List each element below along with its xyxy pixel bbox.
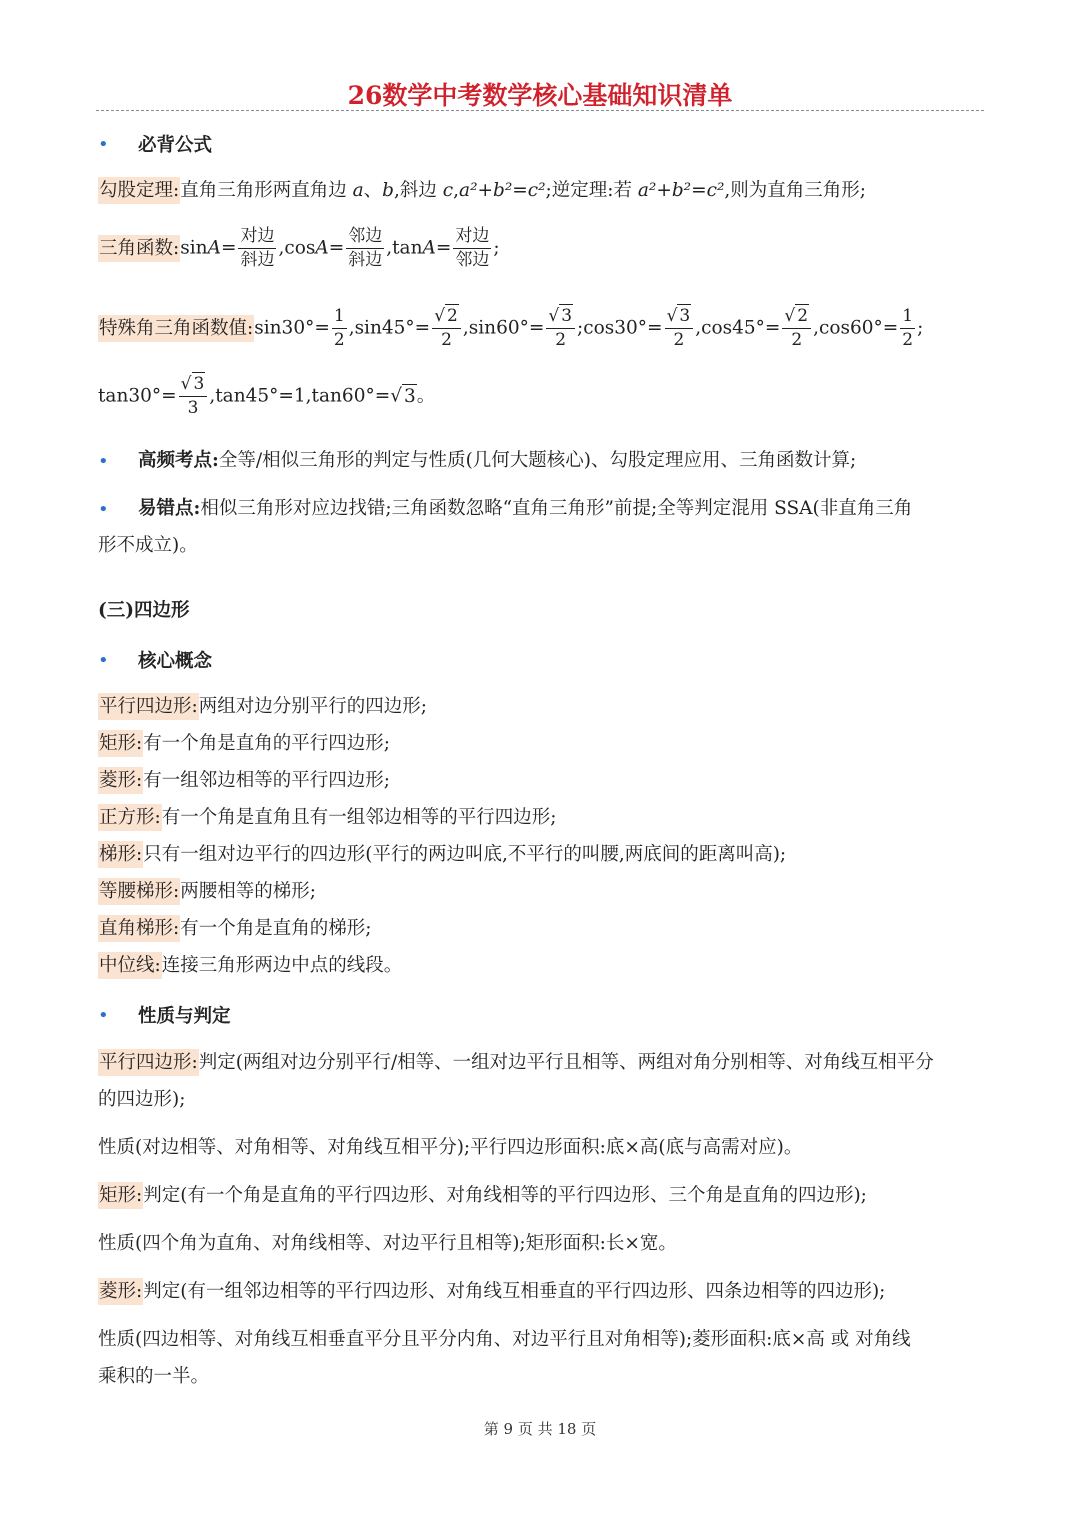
special-values-line: 特殊角三角函数值:sin30°= $\frac{1}{2}$ ,sin45°= $\frac{√ 2}{2}$ ,sin60°= $\frac{√ 3}{2}$ ;cos30°= $\frac{√ 3}{2}$ ,cos45°= $\frac{√ 2}{2}$ ,cos60°= $\frac{1}{2}$ ; <box>99 306 924 350</box>
concept-item: 中位线:连接三角形两边中点的线段。 <box>98 953 402 979</box>
pythagoras-formula: a²+b²=c² <box>459 180 546 201</box>
rhombus-properties-cont: 乘积的一半。 <box>98 1366 210 1387</box>
parallelogram-properties: 性质(对边相等、对角相等、对角线互相平分);平行四边形面积:底×高(底与高需对应)。 <box>98 1137 803 1158</box>
bullet-icon: • <box>98 451 109 472</box>
bullet-icon: • <box>98 499 109 520</box>
special-label: 特殊角三角函数值: <box>98 315 254 342</box>
concept-item: 等腰梯形:两腰相等的梯形; <box>98 879 316 905</box>
page-title: 26数学中考数学核心基础知识清单 <box>347 81 733 110</box>
parallelogram-judge: 平行四边形:判定(两组对边分别平行/相等、一组对边平行且相等、两组对角分别相等、对角线互相平分 <box>98 1050 934 1076</box>
pythagoras-line: 勾股定理:直角三角形两直角边 a、b,斜边 c,a²+b²=c²;逆定理:若 a²+b²=c²,则为直角三角形; <box>98 178 866 204</box>
properties-heading: 性质与判定 <box>138 1006 231 1027</box>
section-heading-formulas: 必背公式 <box>138 135 213 156</box>
rectangle-judge: 矩形:判定(有一个角是直角的平行四边形、对角线相等的平行四边形、三个角是直角的四边形); <box>98 1183 867 1209</box>
pythagoras-label: 勾股定理: <box>98 177 180 204</box>
concept-item: 矩形:有一个角是直角的平行四边形; <box>98 731 390 757</box>
error-points: 易错点:相似三角形对应边找错;三角函数忽略“直角三角形”前提;全等判定混用 SSA(非直角三角 <box>138 498 913 519</box>
rhombus-properties: 性质(四边相等、对角线互相垂直平分且平分内角、对边平行且对角相等);菱形面积:底×高 或 对角线 <box>98 1329 911 1350</box>
error-points-cont: 形不成立)。 <box>98 535 198 556</box>
hot-points: 高频考点:全等/相似三角形的判定与性质(几何大题核心)、勾股定理应用、三角函数计算; <box>138 450 857 471</box>
concept-item: 正方形:有一个角是直角且有一组邻边相等的平行四边形; <box>98 805 556 831</box>
tan-fraction: $\frac{\text{对边}}{\text{邻边}}$ <box>455 226 490 270</box>
rhombus-judge: 菱形:判定(有一组邻边相等的平行四边形、对角线互相垂直的平行四边形、四条边相等的四边形); <box>98 1279 885 1305</box>
section-heading-quadrilateral: (三)四边形 <box>98 600 190 621</box>
concept-item: 菱形:有一组邻边相等的平行四边形; <box>98 768 390 794</box>
cos-fraction: $\frac{\text{邻边}}{\text{斜边}}$ <box>348 226 383 270</box>
bullet-icon: • <box>98 134 109 155</box>
title-divider <box>96 110 984 111</box>
rectangle-properties: 性质(四个角为直角、对角线相等、对边平行且相等);矩形面积:长×宽。 <box>98 1233 677 1254</box>
bullet-icon: • <box>98 650 109 671</box>
bullet-icon: • <box>98 1005 109 1026</box>
page-number: 第 9 页 共 18 页 <box>483 1420 597 1438</box>
concept-item: 平行四边形:两组对边分别平行的四边形; <box>98 694 427 720</box>
concepts-heading: 核心概念 <box>138 651 213 672</box>
tan-values-line: tan30°= $\frac{√ 3}{3}$ ,tan45°=1,tan60°=√ 3。 <box>98 374 436 418</box>
concept-item: 梯形:只有一组对边平行的四边形(平行的两边叫底,不平行的叫腰,两底间的距离叫高); <box>98 842 786 868</box>
sin-fraction: $\frac{\text{对边}}{\text{斜边}}$ <box>240 226 275 270</box>
concept-item: 直角梯形:有一个角是直角的梯形; <box>98 916 371 942</box>
trig-label: 三角函数: <box>98 235 180 262</box>
parallelogram-judge-cont: 的四边形); <box>98 1089 186 1110</box>
trig-line: 三角函数:sinA= $\frac{\text{对边}}{\text{斜边}}$ ,cosA= $\frac{\text{邻边}}{\text{斜边}}$ ,tanA= $\frac{\text{对边}}{\text{邻边}}$ ; <box>99 226 500 270</box>
